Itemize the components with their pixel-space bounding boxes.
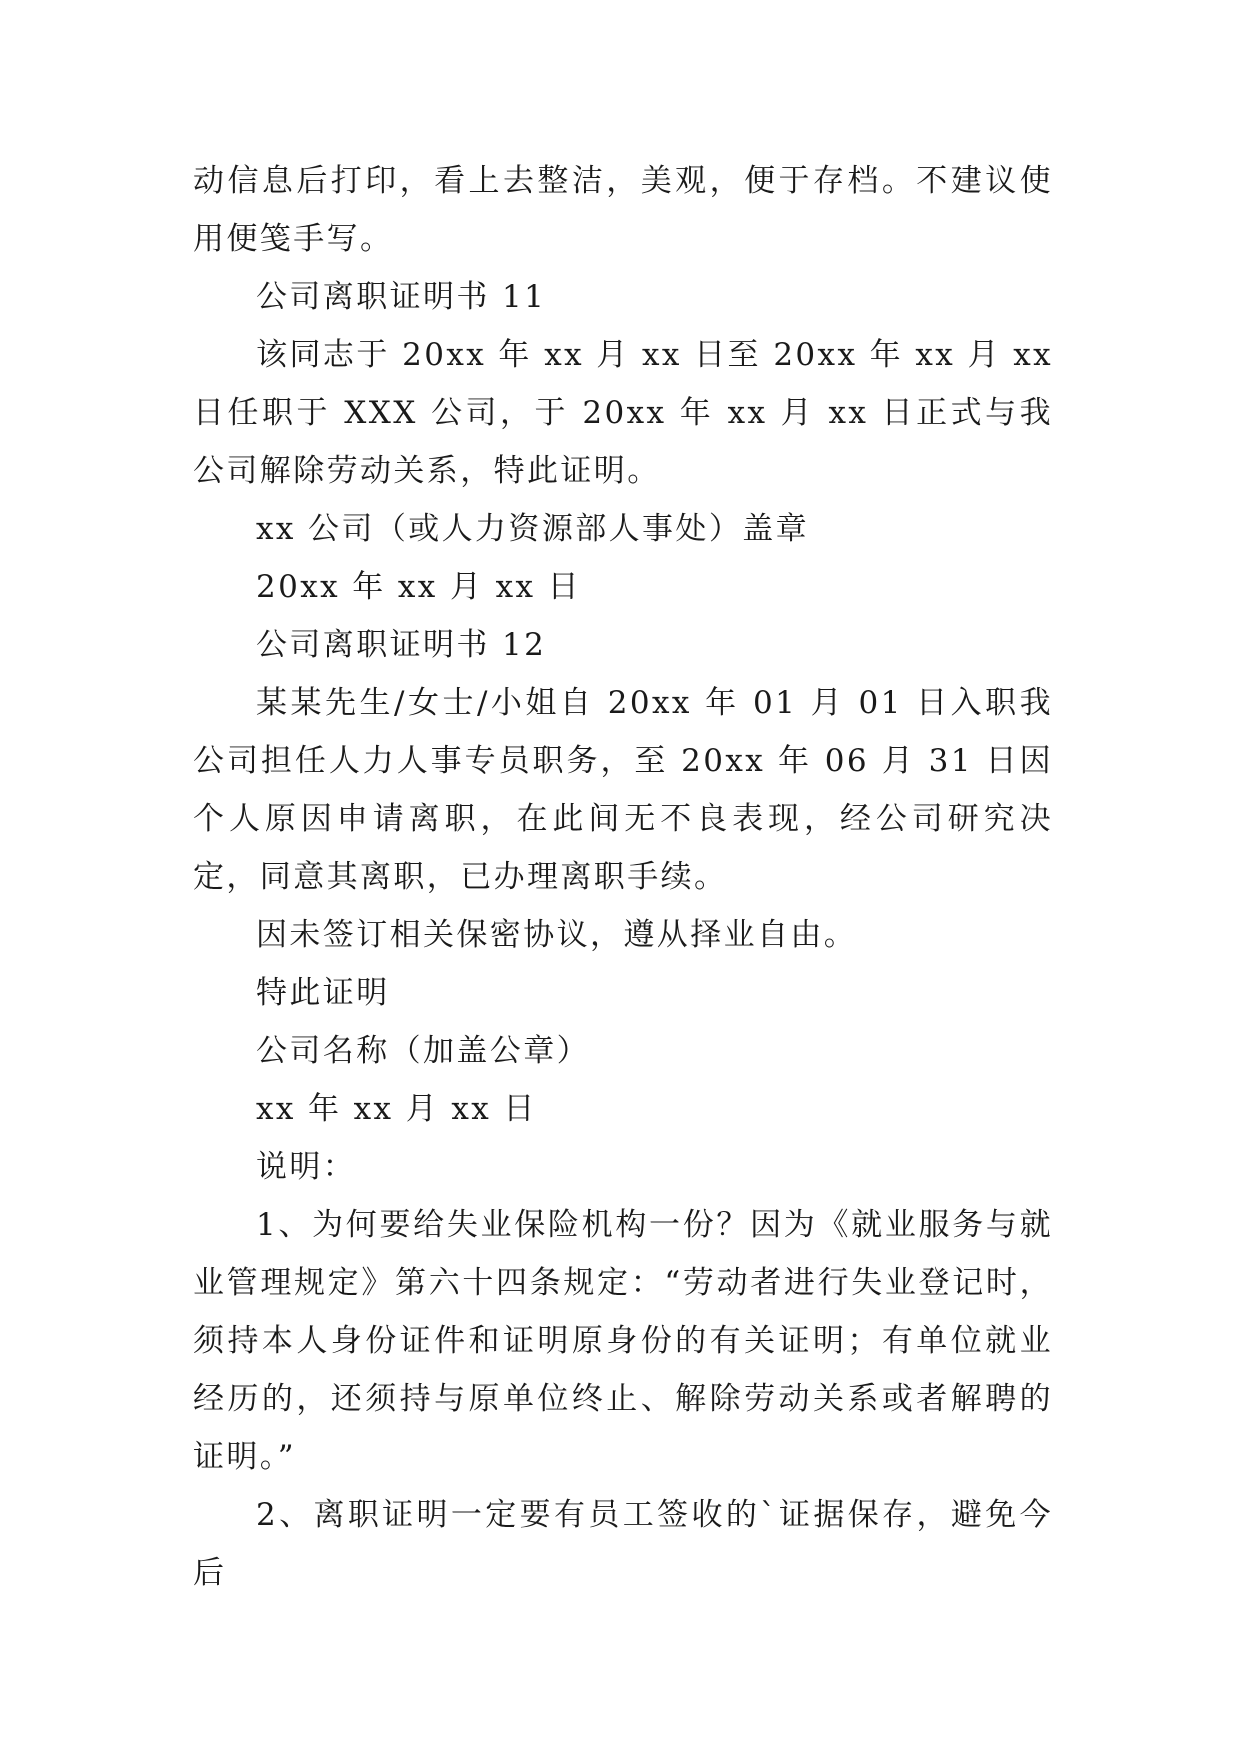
paragraph: 该同志于 20xx 年 xx 月 xx 日至 20xx 年 xx 月 xx 日任职于 XXX 公司，于 20xx 年 xx 月 xx 日正式与我公司解除劳动关系，特此证明。 <box>193 337 1053 489</box>
paragraph: 因未签订相关保密协议，遵从择业自由。 <box>256 917 858 953</box>
section-heading: 公司离职证明书 12 <box>256 627 547 663</box>
signature-line: xx 公司（或人力资源部人事处）盖章 <box>256 511 810 547</box>
notes-heading: 说明： <box>256 1149 357 1185</box>
section-heading: 公司离职证明书 11 <box>256 279 547 315</box>
paragraph: 某某先生/女士/小姐自 20xx 年 01 月 01 日入职我公司担任人力人事专员职务，至 20xx 年 06 月 31 日因个人原因申请离职，在此间无不良表现，经公司研究决定，同意其离职，已办理离职手续。 <box>193 685 1053 895</box>
document-body <box>193 152 1053 1602</box>
signature-line: 公司名称（加盖公章） <box>256 1033 590 1069</box>
date-line: 20xx 年 xx 月 xx 日 <box>256 569 582 605</box>
date-line: xx 年 xx 月 xx 日 <box>256 1091 537 1127</box>
note-item: 2、离职证明一定要有员工签收的`证据保存，避免今后 <box>193 1497 1053 1591</box>
note-item: 1、为何要给失业保险机构一份？因为《就业服务与就业管理规定》第六十四条规定：“劳动者进行失业登记时，须持本人身份证件和证明原身份的有关证明；有单位就业经历的，还须持与原单位终止、解除劳动关系或者解聘的证明。” <box>193 1207 1053 1475</box>
paragraph: 特此证明 <box>256 975 390 1011</box>
paragraph: 动信息后打印，看上去整洁，美观，便于存档。不建议使用便笺手写。 <box>193 163 1053 257</box>
